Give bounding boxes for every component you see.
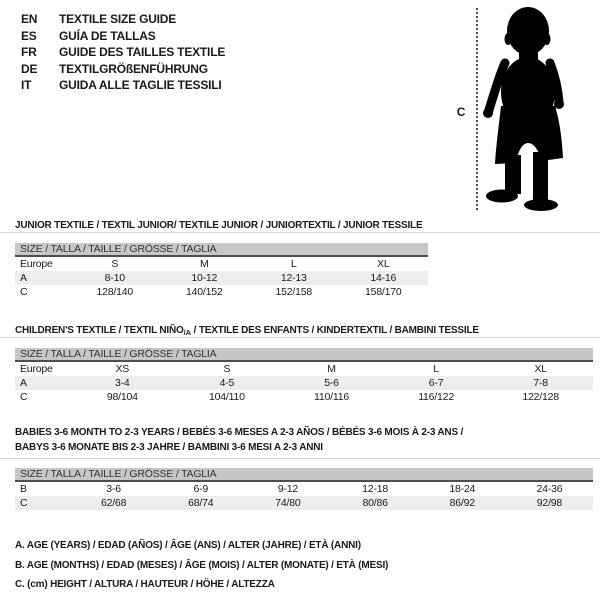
language-title: GUIDE DES TAILLES TEXTILE <box>59 45 226 60</box>
row-label: B <box>20 483 27 495</box>
height-cell: 116/122 <box>418 391 454 403</box>
table-row-height <box>15 390 593 404</box>
language-code: EN <box>21 12 38 27</box>
height-cell: 62/68 <box>100 497 127 509</box>
height-cell: 86/92 <box>449 497 475 509</box>
legend-line-b: B. AGE (MONTHS) / EDAD (MESES) / ÂGE (MOIS) / ALTER (MONATE) / ETÀ (MESI) <box>15 559 389 571</box>
language-row-de <box>21 61 225 78</box>
age-cell: 12-13 <box>280 272 307 284</box>
table-row-height <box>15 496 593 510</box>
age-cell: 14-16 <box>370 272 397 284</box>
babies-title-line1: BABIES 3-6 MONTH TO 2-3 YEARS / BEBÉS 3-6 MESES A 2-3 AÑOS / BÉBÉS 3-6 MOIS À 2-3 ANS / <box>15 427 464 438</box>
size-header-bar: SIZE / TALLA / TAILLE / GRÖSSE / TAGLIA <box>15 468 593 482</box>
months-cell: 3-6 <box>106 483 121 495</box>
language-title: TEXTILE SIZE GUIDE <box>59 12 177 27</box>
age-cell: 5-6 <box>324 377 339 389</box>
size-cell: S <box>223 363 231 375</box>
size-cell: XS <box>115 363 130 375</box>
row-label: C <box>20 497 28 509</box>
months-cell: 6-9 <box>193 483 209 495</box>
junior-size-table <box>15 243 428 299</box>
size-cell: XL <box>534 363 547 375</box>
size-header-bar: SIZE / TALLA / TAILLE / GRÖSSE / TAGLIA <box>15 348 593 362</box>
title-underline-rule <box>0 458 600 459</box>
language-row-en <box>21 11 225 28</box>
table-row-age <box>15 376 593 390</box>
size-cell: L <box>433 363 439 375</box>
table-row-months <box>15 482 593 496</box>
age-cell: 6-7 <box>428 377 444 389</box>
children-table-title <box>15 323 479 338</box>
height-cell: 98/104 <box>106 391 138 403</box>
babies-size-table <box>15 468 593 510</box>
size-cell: S <box>111 258 119 270</box>
language-title: GUIDA ALLE TAGLIE TESSILI <box>59 78 222 93</box>
height-cell: 140/152 <box>185 286 223 298</box>
row-label: Europe <box>20 363 53 375</box>
height-cell: 74/80 <box>275 497 301 509</box>
height-cell: 92/98 <box>536 497 563 509</box>
age-cell: 4-5 <box>219 377 235 389</box>
age-cell: 7-8 <box>533 377 548 389</box>
size-cell: L <box>290 258 297 270</box>
height-cell: 158/170 <box>364 286 402 298</box>
size-cell: XL <box>377 258 390 270</box>
height-measure-label: C <box>456 105 466 119</box>
months-cell: 18-24 <box>449 483 476 495</box>
row-label: A <box>20 272 27 284</box>
height-cell: 80/86 <box>362 497 388 509</box>
table-row-europe <box>15 257 428 271</box>
title-underline-rule <box>0 337 600 338</box>
height-cell: 152/158 <box>275 286 313 298</box>
height-cell: 104/110 <box>209 391 245 403</box>
language-code: DE <box>21 61 38 76</box>
height-cell: 68/74 <box>188 497 214 509</box>
table-row-height <box>15 285 428 299</box>
size-cell: M <box>327 363 336 375</box>
junior-table-title: JUNIOR TEXTILE / TEXTIL JUNIOR/ TEXTILE JUNIOR / JUNIORTEXTIL / JUNIOR TESSILE <box>15 220 423 231</box>
babies-table-title <box>15 425 463 455</box>
title-underline-rule <box>0 232 600 233</box>
legend-line-a: A. AGE (YEARS) / EDAD (AÑOS) / ÂGE (ANS) / ALTER (JAHRE) / ETÀ (ANNI) <box>15 540 361 551</box>
toddler-silhouette-image <box>475 0 575 215</box>
babies-title-line2: BABYS 3-6 MONATE BIS 2-3 JAHRE / BAMBINI 3-6 MESI A 2-3 ANNI <box>15 442 323 453</box>
children-title-suffix: / TEXTILE DES ENFANTS / KINDERTEXTIL / BAMBINI TESSILE <box>191 325 479 336</box>
age-cell: 3-4 <box>115 377 130 389</box>
height-cell: 128/140 <box>96 286 134 298</box>
age-cell: 8-10 <box>104 272 125 284</box>
legend-line-c: C. (cm) HEIGHT / ALTURA / HAUTEUR / HÖHE / ALTEZZA <box>15 579 275 590</box>
measure-legend <box>15 536 388 595</box>
children-size-table <box>15 348 593 404</box>
language-title: GUÍA DE TALLAS <box>59 28 156 43</box>
language-code: FR <box>21 45 37 60</box>
age-cell: 10-12 <box>191 272 218 284</box>
height-cell: 110/116 <box>313 391 349 403</box>
language-title: TEXTILGRÖßENFÜHRUNG <box>59 61 208 76</box>
size-cell: M <box>199 258 209 270</box>
table-row-age <box>15 271 428 285</box>
table-row-europe <box>15 362 593 376</box>
row-label: Europe <box>20 258 53 270</box>
size-header-bar: SIZE / TALLA / TAILLE / GRÖSSE / TAGLIA <box>15 243 428 257</box>
months-cell: 12-18 <box>362 483 389 495</box>
height-cell: 122/128 <box>522 391 559 403</box>
language-row-it <box>21 77 225 94</box>
language-list <box>21 11 225 94</box>
children-title-prefix: CHILDREN'S TEXTILE / TEXTIL NIÑO <box>15 325 184 336</box>
row-label: C <box>20 286 28 298</box>
language-code: ES <box>21 28 37 43</box>
language-row-es <box>21 28 225 45</box>
row-label: A <box>20 377 27 389</box>
months-cell: 24-36 <box>536 483 563 495</box>
row-label: C <box>20 391 28 403</box>
language-row-fr <box>21 44 225 61</box>
language-code: IT <box>21 78 32 93</box>
months-cell: 9-12 <box>277 483 299 495</box>
children-title-subscript: /A <box>183 328 192 337</box>
